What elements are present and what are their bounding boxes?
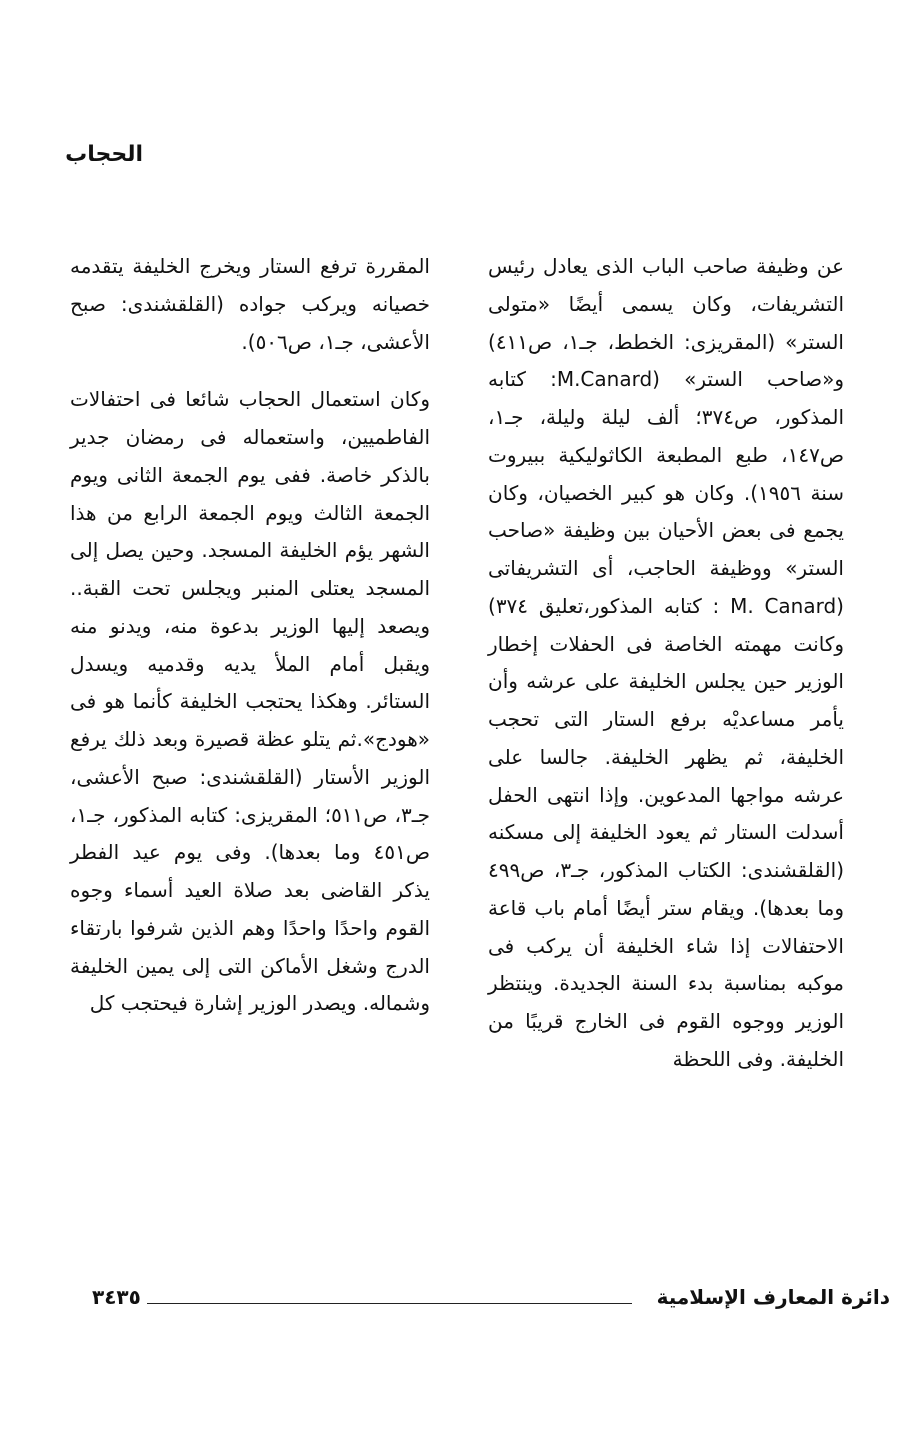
page-number: ٣٤٣٥ [92, 1285, 141, 1309]
paragraph: وكان استعمال الحجاب شائعا فى احتفالات الفاطميين، واستعماله فى رمضان جدير بالذكر خاصة. ففى يوم الجمعة الثانى ويوم الجمعة الثالث ويوم الجمعة الرابع من هذا الشهر يؤم الخليفة المسجد. وحين يصل إلى المسجد يعتلى المنبر ويجلس تحت القبة.. ويصعد إليها الوزير بدعوة منه، ويدنو منه ويقبل أمام الملأ يديه وقدميه ويسدل الستائر. وهكذا يحتجب الخليفة كأنما هو فى «هودج».ثم يتلو عظة قصيرة وبعد ذلك يرفع الوزير الأستار (القلقشندى: صبح الأعشى، جـ٣، ص٥١١؛ المقريزى: كتابه المذكور، جـ١، ص٤٥١ وما بعدها). وفى يوم عيد الفطر يذكر القاضى بعد صلاة العيد أسماء وجوه القوم واحدًا واحدًا وهم الذين شرفوا بارتقاء الدرج وشغل الأماكن التى إلى يمين الخليفة وشماله. ويصدر الوزير إشارة فيحتجب كل [70, 387, 430, 1016]
paragraph: المقررة ترفع الستار ويخرج الخليفة يتقدمه خصيانه ويركب جواده (القلقشندى: صبح الأعشى، جـ١، ص٥٠٦). [70, 254, 430, 354]
publication-title: دائرة المعارف الإسلامية [656, 1285, 890, 1309]
page-footer [92, 1285, 890, 1315]
footer-divider [147, 1303, 632, 1304]
page-header-title: الحجاب [65, 142, 143, 167]
text-column-right [488, 248, 844, 1079]
paragraph: عن وظيفة صاحب الباب الذى يعادل رئيس التشريفات، وكان يسمى أيضًا «متولى الستر» (المقريزى: الخطط، جـ١، ص٤١١) و«صاحب الستر» (M.Canard: كتابه المذكور، ص٣٧٤؛ ألف ليلة وليلة، جـ١، ص١٤٧، طبع المطبعة الكاثوليكية ببيروت سنة ١٩٥٦). وكان هو كبير الخصيان، وكان يجمع فى بعض الأحيان بين وظيفة «صاحب الستر» ووظيفة الحاجب، أى التشريفاتى (M. Canard : كتابه المذكور،تعليق ٣٧٤) وكانت مهمته الخاصة فى الحفلات إخطار الوزير حين يجلس الخليفة على عرشه وأن يأمر مساعديْه برفع الستار التى تحجب الخليفة، ثم يظهر الخليفة. جالسا على عرشه مواجها المدعوين. وإذا انتهى الحفل أسدلت الستار ثم يعود الخليفة إلى مسكنه (القلقشندى: الكتاب المذكور، جـ٣، ص٤٩٩ وما بعدها). ويقام ستر أيضًا أمام باب قاعة الاحتفالات إذا شاء الخليفة أن يركب فى موكبه بمناسبة بدء السنة الجديدة. وينتظر الوزير ووجوه القوم فى الخارج قريبًا من الخليفة. وفى اللحظة [488, 254, 844, 1071]
text-column-left [70, 248, 430, 1023]
